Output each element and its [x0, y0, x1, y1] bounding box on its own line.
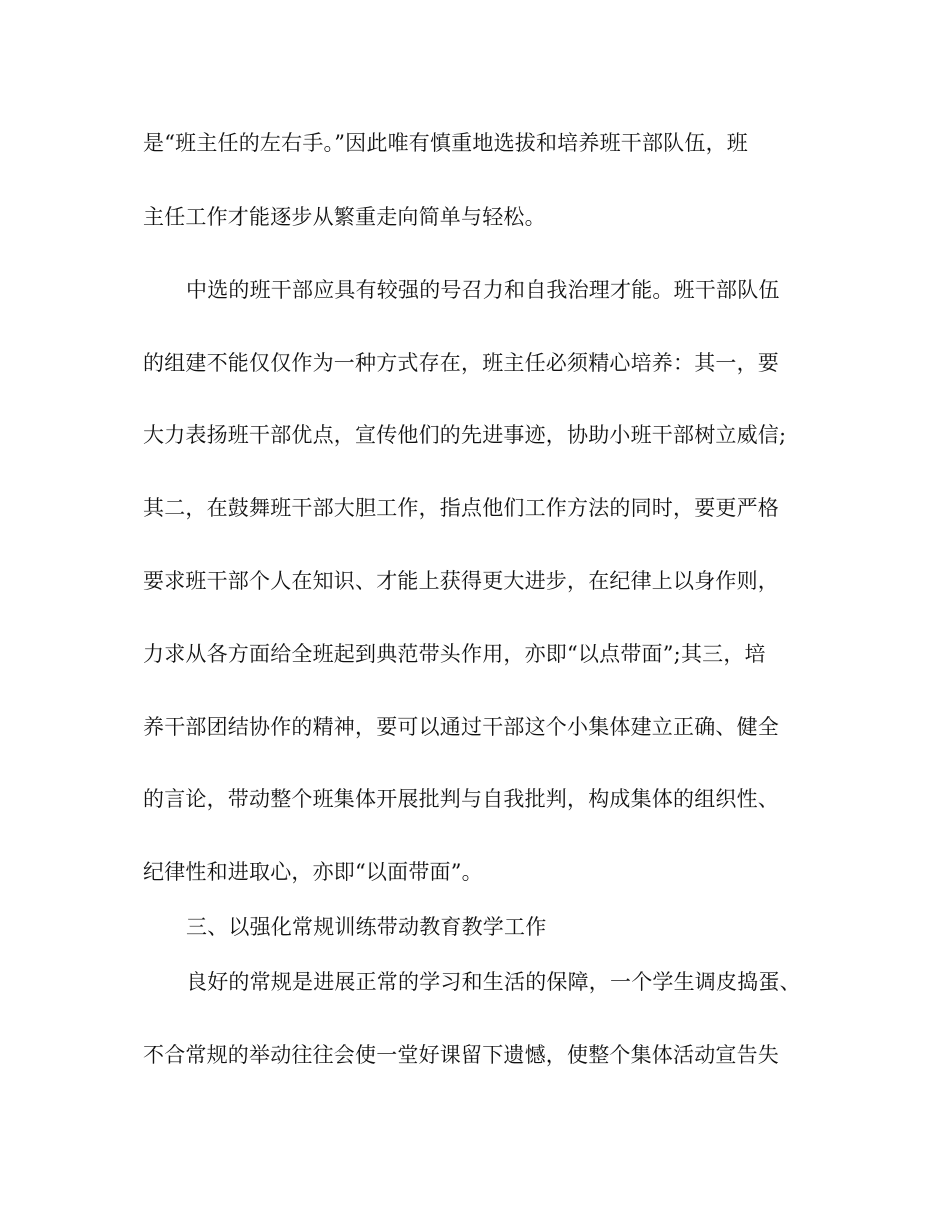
- paragraph-line: 大力表扬班干部优点，宣传他们的先进事迹，协助小班干部树立威信;: [143, 423, 787, 447]
- paragraph-line: 主任工作才能逐步从繁重走向简单与轻松。: [143, 205, 546, 229]
- paragraph-line: 的组建不能仅仅作为一种方式存在，班主任必须精心培养：其一，要: [143, 351, 779, 375]
- paragraph-line: 中选的班干部应具有较强的号召力和自我治理才能。班干部队伍: [186, 278, 780, 302]
- section-heading: 三、以强化常规训练带动教育教学工作: [186, 915, 547, 939]
- paragraph-line: 是“班主任的左右手。”因此唯有慎重地选拔和培养班干部队伍，班: [143, 131, 748, 155]
- paragraph-line: 纪律性和进取心，亦即“以面带面”。: [143, 860, 483, 884]
- paragraph-line: 要求班干部个人在知识、才能上获得更大进步，在纪律上以身作则，: [143, 569, 779, 593]
- paragraph-line: 良好的常规是进展正常的学习和生活的保障，一个学生调皮捣蛋、: [186, 970, 801, 994]
- paragraph-line: 不合常规的举动往往会使一堂好课留下遗憾，使整个集体活动宣告失: [143, 1043, 779, 1067]
- paragraph-line: 的言论，带动整个班集体开展批判与自我批判，构成集体的组织性、: [143, 787, 779, 811]
- paragraph-line: 养干部团结协作的精神，要可以通过干部这个小集体建立正确、健全: [143, 715, 779, 739]
- paragraph-line: 其二，在鼓舞班干部大胆工作，指点他们工作方法的同时，要更严格: [143, 496, 779, 520]
- paragraph-line: 力求从各方面给全班起到典范带头作用，亦即“以点带面”;其三，培: [143, 642, 766, 666]
